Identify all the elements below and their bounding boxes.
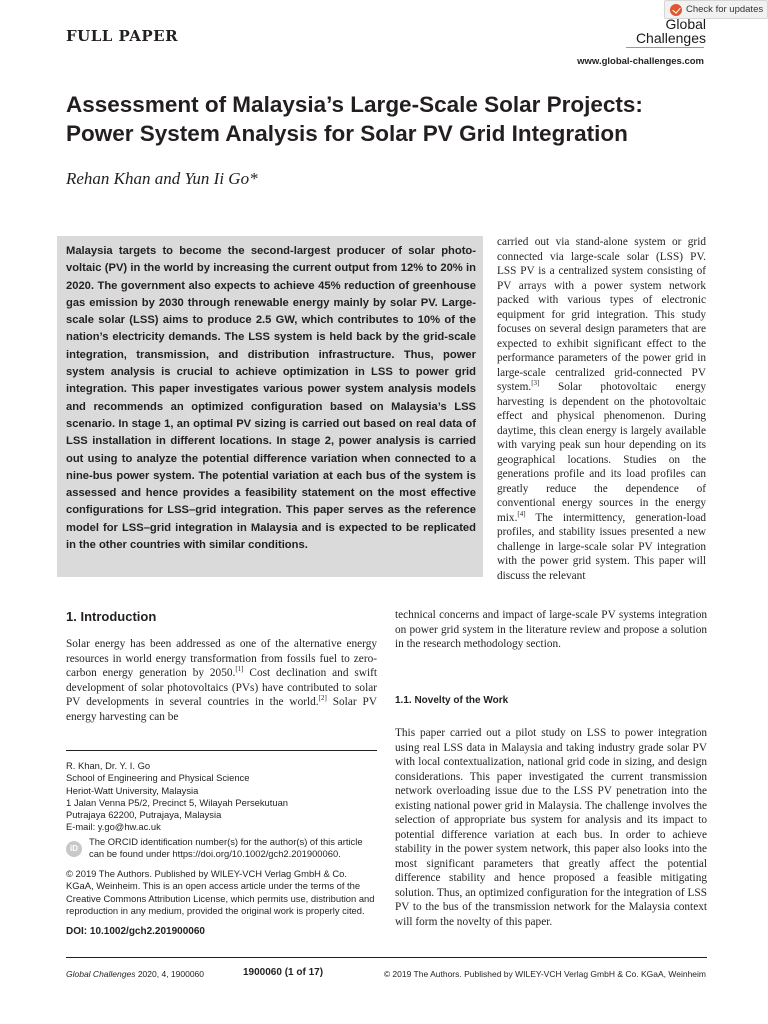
citation-ref2[interactable]: [2] bbox=[318, 694, 327, 703]
affiliation-university: Heriot-Watt University, Malaysia bbox=[66, 784, 199, 796]
right-column-continuation: technical concerns and impact of large-scale PV systems integration on power grid system in the literature review and propose a solution in the research methodology section. bbox=[395, 609, 707, 650]
author-list: Rehan Khan and Yun Ii Go* bbox=[66, 169, 258, 188]
affiliation-address2: Putrajaya 62200, Putrajaya, Malaysia bbox=[66, 809, 222, 821]
check-badge-icon bbox=[670, 4, 682, 16]
orcid-icon: iD bbox=[66, 841, 82, 857]
novelty-text: This paper carried out a pilot study on LSS to power integration using real LSS data in Malaysia and taking industry grade solar PV with local contextualization, national grid code in sizing, and design considerations. This paper investigated the current transmission network overloading issue due to the LSS PV penetration into the existing national power grid in Malaysia. The challenge involves the selection of appropriate bus system for analysis and its impact to potential difference variation at each bus. In order to achieve stability in the power system network, this paper also looks into the most significant parameters that greatly affect the potential difference stability and hence proposed a feasible mitigating solution. Thus, an optimized configuration for the integration of LSS PV to the bus of the transmission network for the Malaysia context will form the novelty of this paper. bbox=[395, 727, 707, 928]
orcid-note: The ORCID identification number(s) for the author(s) of this article can be found under https://doi.org/10.1002/gch2.201900060. bbox=[89, 836, 363, 860]
abstract-text: Malaysia targets to become the second-largest producer of solar photovoltaic (PV) in the world by increasing the current output from 12% to 20% in 2020. The government also expects to achieve 45% reduction of greenhouse gas emission by 2030 through renewable energy mainly by solar PV. Large-scale solar (LSS) aims to produce 2.5 GW, which contributes to 10% of the nation’s electricity demands. The LSS system is held back by the grid-scale integration, transmission, and distribution infrastructure. Thus, power system analysis is crucial to achieve optimization in LSS to power grid integration. This paper investigates various power system analysis models and recommends an optimized configuration based on Malaysia’s LSS scenario. In stage 1, an optimal PV sizing is carried out based on real data of LSS installation in different locations. In stage 2, power analysis is carried out using to analyze the potential difference variation when connected to a nine-bus power system. The potential variation at each bus of the system is assessed and hence provides a feasibility statement on the most effective configurations for LSS–grid integration. This paper serves as the reference model for LSS–grid integration in Malaysia and is expected to be replicated in the other countries with similar conditions. bbox=[66, 245, 476, 552]
citation-ref3[interactable]: [3] bbox=[531, 379, 540, 388]
citation-ref4[interactable]: [4] bbox=[517, 509, 526, 518]
footer-page-number: 1900060 (1 of 17) bbox=[243, 967, 324, 978]
right-text-part1: carried out via stand-alone system or grid connected via large-scale solar (LSS) PV. LSS PV is a centralized system consisting of PV arrays with a power system network packed with various types of electronic equipment for grid integration. This study focuses on several design parameters that are expected to exhibit significant effect to the performance parameters of the power grid in large-scale centralized grid-connected PV system. bbox=[497, 236, 706, 393]
novelty-heading: 1.1. Novelty of the Work bbox=[395, 695, 509, 706]
affiliation-school: School of Engineering and Physical Science bbox=[66, 772, 250, 784]
affiliation-email[interactable]: E-mail: y.go@hw.ac.uk bbox=[66, 821, 161, 833]
footer-divider bbox=[66, 957, 707, 958]
affiliation-address1: 1 Jalan Venna P5/2, Precinct 5, Wilayah Persekutuan bbox=[66, 796, 289, 808]
footer-journal-volume: 2020, 4, 1900060 bbox=[135, 969, 205, 979]
check-updates-label: Check for updates bbox=[686, 4, 764, 15]
license-note: © 2019 The Authors. Published by WILEY-VCH Verlag GmbH & Co. KGaA, Weinheim. This is an open access article under the terms of the Creative Commons Attribution License, which permits use, distribution and reproduction in any medium, provided the original work is properly cited. bbox=[66, 868, 375, 916]
footer-journal-info bbox=[66, 969, 204, 979]
logo-underline bbox=[626, 47, 704, 48]
journal-website-link[interactable]: www.global-challenges.com bbox=[577, 56, 704, 67]
footnote-divider bbox=[66, 750, 377, 751]
introduction-heading: 1. Introduction bbox=[66, 609, 157, 624]
author-affiliation bbox=[66, 760, 377, 834]
journal-logo-line2: Challenges bbox=[635, 30, 706, 46]
citation-ref1[interactable]: [1] bbox=[235, 665, 244, 674]
intro-part2: Cost declination and swift development of solar photovoltaics (PVs) have contributed to solar PV developments in several countries in the world. bbox=[66, 667, 377, 708]
footer-journal-name: Global Challenges bbox=[66, 969, 136, 979]
affiliation-names: R. Khan, Dr. Y. I. Go bbox=[66, 760, 151, 771]
footer-copyright: © 2019 The Authors. Published by WILEY-VCH Verlag GmbH & Co. KGaA, Weinheim bbox=[383, 969, 706, 979]
introduction-text bbox=[66, 637, 377, 724]
section-label: FULL PAPER bbox=[66, 27, 179, 45]
journal-logo-line1: Global bbox=[665, 16, 706, 32]
paper-title: Assessment of Malaysia’s Large-Scale Solar Projects: Power System Analysis for Solar PV Grid Integration bbox=[66, 92, 643, 146]
doi-link[interactable]: DOI: 10.1002/gch2.201900060 bbox=[66, 926, 205, 937]
right-text-part2: Solar photovoltaic energy harvesting is dependent on the photovoltaic effect and physical phenomenon. During daytime, this clean energy is largely available with varying peak sun hour depending on its geographical locations. Studies on the generations profile and its load profiles can greatly reduce the dependence of conventional energy sources in the energy mix. bbox=[497, 381, 706, 524]
right-text-part3: The intermittency, generation-load profiles, and stability issues presented a new challenge in large-scale solar PV integration with the power grid system. This paper will discuss the relevant bbox=[497, 511, 706, 582]
journal-logo bbox=[626, 17, 706, 45]
right-column-text bbox=[497, 235, 706, 583]
intro-part3: Solar PV energy harvesting can be bbox=[66, 696, 377, 723]
intro-part1: Solar energy has been addressed as one of the alternative energy resources in world energy transformation from fossils fuel to zero-carbon energy generation by 2050. bbox=[66, 638, 377, 679]
